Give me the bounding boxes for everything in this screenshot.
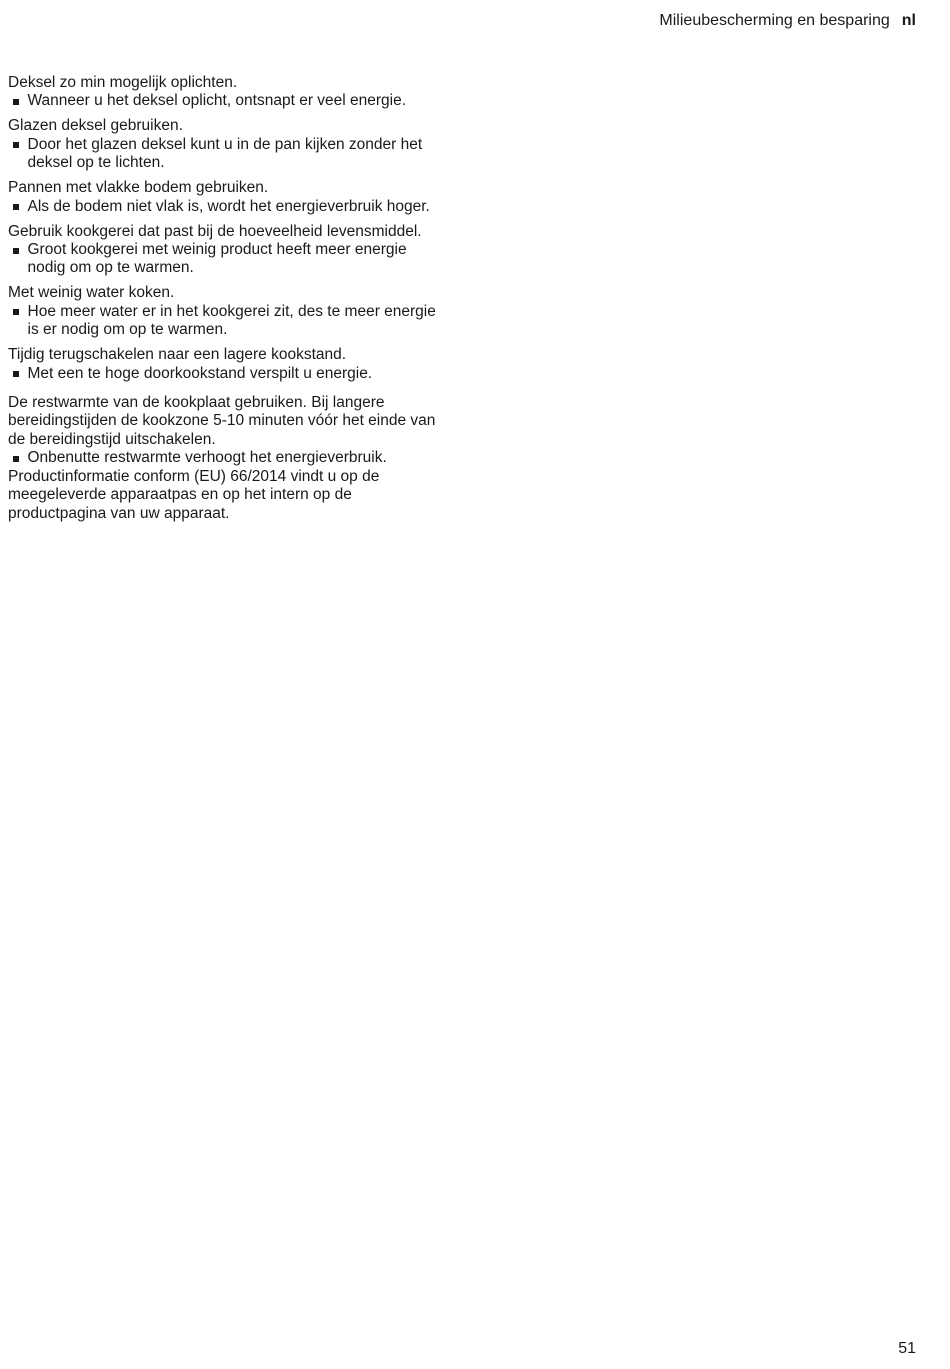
- tip-bullet: [8, 92, 440, 110]
- section-title: Milieubescherming en besparing: [659, 12, 890, 29]
- tip-switch-down: [8, 346, 440, 383]
- tip-cookware-size: [8, 223, 440, 278]
- square-bullet-icon: [13, 309, 19, 315]
- language-code: nl: [901, 12, 916, 29]
- tip-heading: Pannen met vlakke bodem gebruiken.: [8, 179, 269, 197]
- tip-bullet-text: Door het glazen deksel kunt u in de pan kijken zonder het deksel op te lichten.: [27, 135, 423, 172]
- tip-heading: Tijdig terugschakelen naar een lagere kookstand.: [8, 346, 347, 364]
- tip-heading: Glazen deksel gebruiken.: [8, 117, 183, 135]
- tip-bullet: [8, 449, 440, 467]
- square-bullet-icon: [13, 99, 19, 105]
- tip-little-water: [8, 284, 440, 339]
- tip-lid-lifting: [8, 74, 440, 111]
- tip-heading: Deksel zo min mogelijk oplichten.: [8, 74, 238, 91]
- tip-bullet: [8, 241, 440, 278]
- tip-glass-lid: [8, 117, 440, 172]
- square-bullet-icon: [13, 371, 19, 377]
- tip-bullet: [8, 198, 440, 216]
- tip-heading: Gebruik kookgerei dat past bij de hoeveelheid levensmiddel.: [8, 222, 422, 240]
- tip-bullet-text: Hoe meer water er in het kookgerei zit, des te meer energie is er nodig om op te warmen.: [27, 302, 436, 339]
- page-number: 51: [898, 1340, 916, 1357]
- tip-bullet-text: Onbenutte restwarmte verhoogt het energieverbruik.: [27, 449, 387, 467]
- tip-bullet: [8, 136, 440, 173]
- square-bullet-icon: [13, 142, 19, 148]
- square-bullet-icon: [13, 204, 19, 210]
- running-header: [659, 11, 916, 31]
- tip-bullet: [8, 303, 440, 340]
- tip-bullet-text: Wanneer u het deksel oplicht, ontsnapt er veel energie.: [27, 92, 407, 110]
- tip-heading: De restwarmte van de kookplaat gebruiken. Bij langere bereidingstijden de kookzone 5-10 minuten vóór het einde van de bereidingstijd uitschakelen.: [8, 394, 436, 448]
- product-info-paragraph: Productinformatie conform (EU) 66/2014 vindt u op de meegeleverde apparaatpas en op het intern op de productpagina van uw apparaat.: [8, 467, 380, 522]
- tip-bullet: [8, 365, 440, 383]
- tip-bullet-text: Groot kookgerei met weinig product heeft meer energie nodig om op te warmen.: [27, 241, 407, 277]
- square-bullet-icon: [13, 248, 19, 254]
- square-bullet-icon: [13, 456, 19, 462]
- energy-saving-tips: [8, 74, 440, 523]
- tip-heading: Met weinig water koken.: [8, 284, 175, 302]
- tip-bullet-text: Als de bodem niet vlak is, wordt het energieverbruik hoger.: [27, 197, 430, 215]
- tip-residual-heat: [8, 394, 440, 468]
- tip-bullet-text: Met een te hoge doorkookstand verspilt u energie.: [27, 364, 373, 382]
- tip-flat-bottom: [8, 179, 440, 216]
